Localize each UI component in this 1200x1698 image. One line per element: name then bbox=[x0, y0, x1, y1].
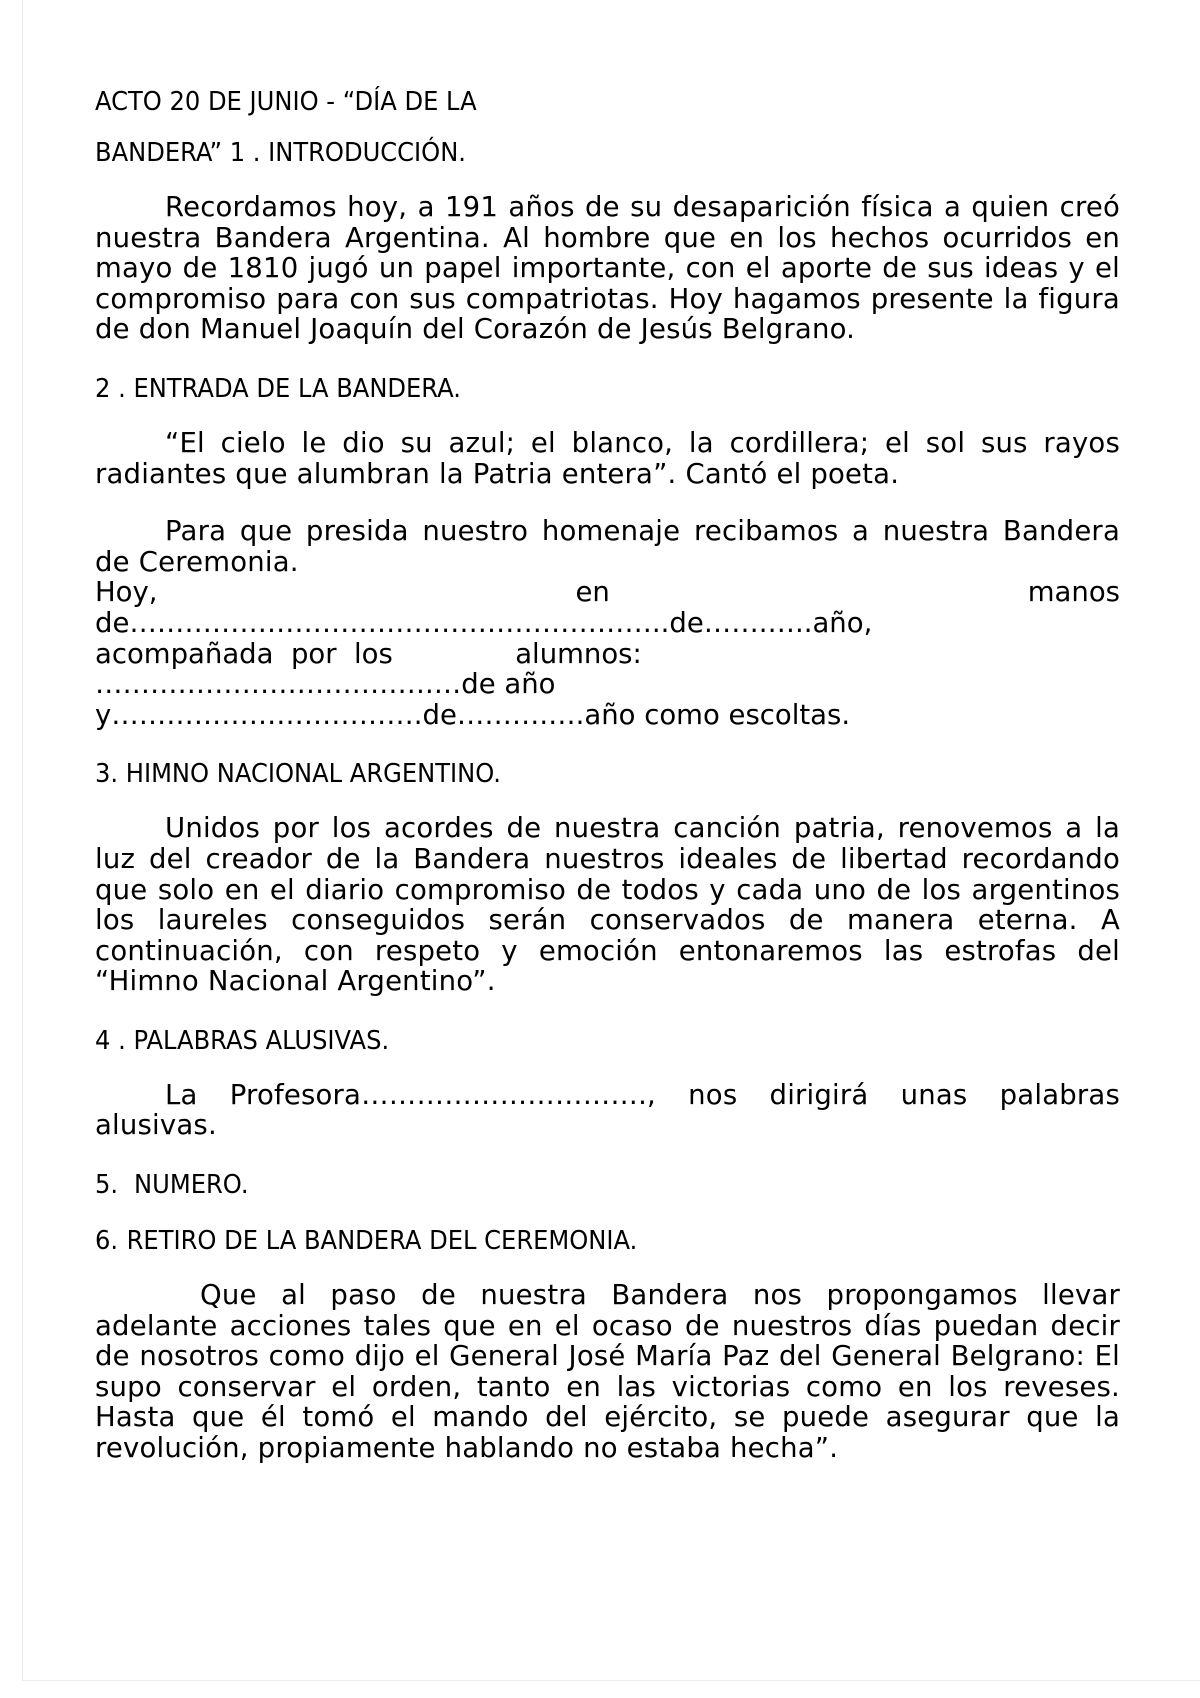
section-5-label: NUMERO. bbox=[134, 1170, 249, 1201]
manos-word: manos bbox=[1027, 576, 1120, 609]
section-5-heading bbox=[95, 1168, 1048, 1202]
title-line-2: BANDERA” 1 . INTRODUCCIÓN. bbox=[95, 138, 466, 168]
section-2-heading: 2 . ENTRADA DE LA BANDERA. bbox=[95, 373, 461, 404]
section-6-label: RETIRO DE LA BANDERA DEL CEREMONIA. bbox=[126, 1226, 638, 1257]
en-word: en bbox=[575, 576, 610, 609]
section-5-number: 5. bbox=[95, 1170, 119, 1201]
section-2-de-line: de…………………………………………………..de…….…..año, bbox=[95, 606, 873, 639]
section-2-hoy-line bbox=[95, 577, 1120, 608]
section-2-paragraph: Para que presida nuestro homenaje recibamos a nuestra Bandera de Ceremonia. bbox=[95, 515, 1120, 578]
page-edge-bottom bbox=[22, 1680, 1200, 1681]
title-line-1: ACTO 20 DE JUNIO - “DÍA DE LA bbox=[95, 87, 477, 117]
section-2-acompanada-line: acompañada por los alumnos: bbox=[95, 637, 642, 670]
document-body bbox=[95, 85, 1120, 1491]
section-4-heading: 4 . PALABRAS ALUSIVAS. bbox=[95, 1025, 390, 1056]
section-2-alumno-line: ……………………………….…de año bbox=[95, 668, 556, 701]
section-6-number: 6. bbox=[95, 1226, 119, 1257]
section-2-escoltas-line: y…………………………….de……….….año como escoltas. bbox=[95, 698, 851, 731]
section-2-quote: “El cielo le dio su azul; el blanco, la cordillera; el sol sus rayos radiantes que alumbran la Patria entera”. Cantó el poeta. bbox=[95, 426, 1120, 490]
page-edge-left bbox=[22, 0, 23, 1680]
section-6-paragraph: Que al paso de nuestra Bandera nos propongamos llevar adelante acciones tales que en el ocaso de nuestros días puedan decir de nosotros como dijo el General José María Paz del General Belgrano: El supo conservar el orden, tanto en las victorias como en los reveses. Hasta que él tomó el mando del ejército, se puede asegurar que la revolución, propiamente hablando no estaba hecha”. bbox=[95, 1279, 1120, 1465]
intro-paragraph: Recordamos hoy, a 191 años de su desaparición física a quien creó nuestra Bandera Argentina. Al hombre que en los hechos ocurridos en mayo de 1810 jugó un papel importante, con el aporte de sus ideas y el compromiso para con sus compatriotas. Hoy hagamos presente la figura de don Manuel Joaquín del Corazón de Jesús Belgrano. bbox=[95, 191, 1120, 346]
section-6-heading bbox=[95, 1224, 1048, 1258]
hoy-word: Hoy, bbox=[95, 576, 158, 609]
section-3-heading: 3. HIMNO NACIONAL ARGENTINO. bbox=[95, 759, 501, 790]
section-3-paragraph: Unidos por los acordes de nuestra canción patria, renovemos a la luz del creador de la Bandera nuestros ideales de libertad recordando que solo en el diario compromiso de todos y cada uno de los argentinos los laureles conseguidos serán conservados de manera eterna. A continuación, con respeto y emoción entonaremos las estrofas del “Himno Nacional Argentino”. bbox=[95, 812, 1120, 998]
section-4-paragraph: La Profesora…………………………., nos dirigirá unas palabras alusivas. bbox=[95, 1078, 1120, 1142]
